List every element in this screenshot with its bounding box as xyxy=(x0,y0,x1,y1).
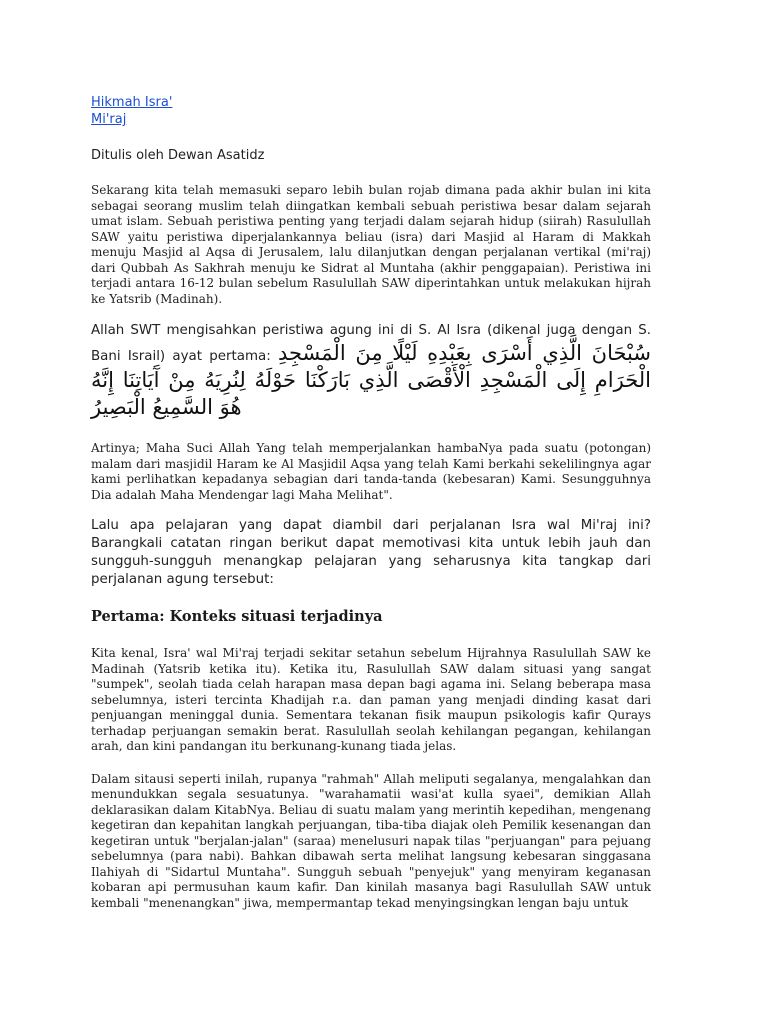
title-link-line2[interactable]: Mi'raj xyxy=(91,112,127,127)
situation-paragraph: Dalam sitausi seperti inilah, rupanya "rahmah" Allah meliputi segalanya, mengalahkan dan menundukkan segala sesuatunya. "warahamatii wasi'at kulla syaei", demikian Allah deklarasikan dalam KitabNya. Beliau di suatu malam yang merintih kepedihan, mengenang kegetiran dan kepahitan langkah perjuangan, tiba-tiba diajak oleh Pemilik kesenangan dan kegetiran untuk "berjalan-jalan" (saraa) menelusuri napak tilas "perjuangan" para pejuang sebelumnya (para nabi). Bahkan dibawah serta melihat langsung kebesaran singgasana Ilahiyah di "Sidartul Muntaha". Sungguh sebuah "penyejuk" yang menyiram keganasan kobaran api permusuhan kaum kafir. Dan kinilah masanya bagi Rasulullah SAW untuk kembali "menenangkan" jiwa, mempermantap tekad menyingsingkan lengan baju untuk xyxy=(91,771,651,910)
title-link-line1[interactable]: Hikmah Isra' xyxy=(91,95,173,110)
section-heading-pertama: Pertama: Konteks situasi terjadinya xyxy=(91,608,383,625)
document-page xyxy=(91,94,651,911)
context-paragraph: Kita kenal, Isra' wal Mi'raj terjadi sekitar setahun sebelum Hijrahnya Rasulullah SAW ke Madinah (Yatsrib ketika itu). Ketika itu, Rasulullah SAW dalam situasi yang sangat "sumpek", seolah tiada celah harapan masa depan bagi agama ini. Selang beberapa masa sebelumnya, isteri tercinta Khadijah r.a. dan paman yang menjadi dinding kasat dari penjuangan meninggal dunia. Sementara tekanan fisik maupun psikologis kafir Qurays terhadap perjuangan semakin berat. Rasulullah seolah kehilangan pegangan, kehilangan arah, dan kini pandangan itu berkunang-kunang tiada jelas. xyxy=(91,646,651,753)
intro-paragraph: Sekarang kita telah memasuki separo lebih bulan rojab dimana pada akhir bulan ini kita sebagai seorang muslim telah diingatkan kembali sebuah peristiwa besar dalam sejarah umat islam. Sebuah peristiwa penting yang terjadi dalam sejarah hidup (siirah) Rasulullah SAW yaitu peristiwa diperjalankannya beliau (isra) dari Masjid al Haram di Makkah menuju Masjid al Aqsa di Jerusalem, lalu dilanjutkan dengan perjalanan vertikal (mi'raj) dari Qubbah As Sakhrah menuju ke Sidrat al Muntaha (akhir penggapaian). Peristiwa ini terjadi antara 16-12 bulan sebelum Rasulullah SAW diperintahkan untuk melakukan hijrah ke Yatsrib (Madinah). xyxy=(91,183,651,306)
arabic-verse: سُبْحَانَ الَّذِي أَسْرَى بِعَبْدِهِ لَيْلًا مِنَ الْمَسْجِدِ الْحَرَامِ إِلَى الْمَسْجِدِ الْأَقْصَى الَّذِي بَارَكْنَا حَوْلَهُ لِنُرِيَهُ مِنْ آَيَاتِنَا إِنَّهُ هُوَ السَّمِيعُ الْبَصِيرُ xyxy=(91,341,651,419)
translation-paragraph: Artinya; Maha Suci Allah Yang telah memperjalankan hambaNya pada suatu (potongan) malam dari masjidil Haram ke Al Masjidil Aqsa yang telah Kami berkahi sekelilingnya agar kami perlihatkan kepadanya sebagian dari tanda-tanda (kebesaran) Kami. Sesungguhnya Dia adalah Maha Mendengar lagi Maha Melihat". xyxy=(91,441,651,502)
verse-intro-paragraph xyxy=(91,322,651,421)
author-byline: Ditulis oleh Dewan Asatidz xyxy=(91,148,265,163)
verse-intro-text: Allah SWT mengisahkan peristiwa agung ini di S. Al Isra (dikenal juga dengan S. Bani Israil) ayat pertama: xyxy=(91,323,651,364)
lesson-paragraph: Lalu apa pelajaran yang dapat diambil dari perjalanan Isra wal Mi'raj ini? Barangkali catatan ringan berikut dapat memotivasi kita untuk lebih jauh dan sungguh-sungguh menangkap pelajaran yang seharusnya kita tangkap dari perjalanan agung tersebut: xyxy=(91,518,651,587)
